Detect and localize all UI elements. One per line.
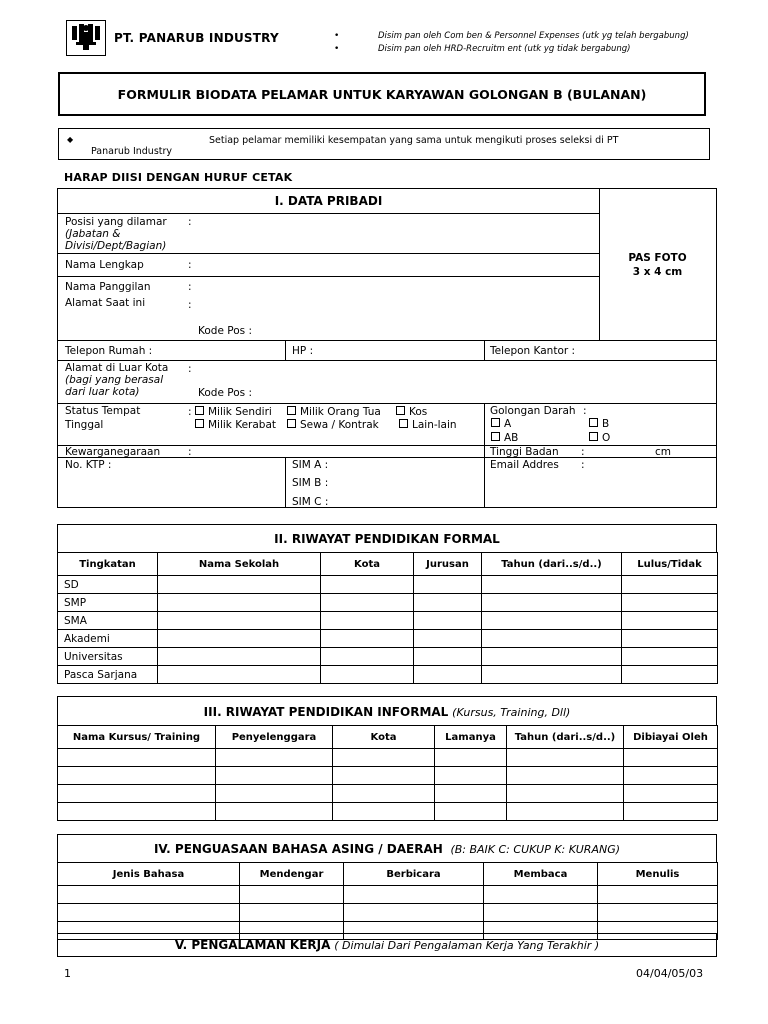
colon: : [581, 446, 585, 458]
section-4-title-wrap [58, 843, 716, 856]
row-label: SMA [58, 612, 158, 630]
col-lulus: Lulus/Tidak [622, 553, 718, 576]
note-line-2: Disim pan oleh HRD-Recruitm ent (utk yg tidak bergabung) [378, 44, 631, 54]
input-cell[interactable] [344, 904, 484, 922]
info-line-1: Setiap pelamar memiliki kesempatan yang sama untuk mengikuti proses seleksi di PT [209, 135, 619, 146]
input-cell[interactable] [622, 630, 718, 648]
input-cell[interactable] [240, 886, 344, 904]
company-name: PT. PANARUB INDUSTRY [114, 31, 279, 45]
option-label: AB [504, 432, 519, 444]
row-label: SMP [58, 594, 158, 612]
input-cell[interactable] [58, 749, 216, 767]
table-row [58, 886, 718, 904]
section-bahasa-header [57, 834, 717, 863]
checkbox-icon [287, 406, 296, 415]
form-code: 04/04/05/03 [636, 967, 704, 980]
table-row [58, 594, 718, 612]
label-telepon-kantor: Telepon Kantor : [490, 345, 576, 357]
fill-instruction: HARAP DIISI DENGAN HURUF CETAK [64, 171, 293, 184]
label-golongan-darah: Golongan Darah [490, 405, 576, 417]
input-cell[interactable] [414, 666, 482, 684]
row-label: Universitas [58, 648, 158, 666]
input-cell[interactable] [158, 648, 321, 666]
input-cell[interactable] [435, 767, 507, 785]
input-cell[interactable] [158, 666, 321, 684]
input-cell[interactable] [58, 767, 216, 785]
colon: : [188, 446, 192, 458]
checkbox-icon [396, 406, 405, 415]
photo-label: PAS FOTO [628, 252, 687, 264]
option-gol-a[interactable] [491, 418, 511, 430]
note-bullet: • [334, 31, 340, 41]
input-cell[interactable] [240, 904, 344, 922]
checkbox-icon [287, 419, 296, 428]
option-gol-ab[interactable] [491, 432, 518, 444]
row-label: Pasca Sarjana [58, 666, 158, 684]
input-cell[interactable] [435, 749, 507, 767]
option-milik-sendiri[interactable] [195, 406, 272, 418]
table-row [58, 630, 718, 648]
photo-size: 3 x 4 cm [632, 266, 683, 278]
input-cell[interactable] [414, 576, 482, 594]
label-status-tempat: Status Tempat [65, 405, 141, 417]
note-bullet: • [334, 44, 340, 54]
input-cell[interactable] [624, 767, 718, 785]
checkbox-icon [399, 419, 408, 428]
input-cell[interactable] [435, 803, 507, 821]
colon: : [188, 363, 192, 375]
col-nama-sekolah: Nama Sekolah [158, 553, 321, 576]
input-cell[interactable] [158, 576, 321, 594]
col-menulis: Menulis [598, 863, 718, 886]
label-hp: HP : [292, 345, 314, 357]
col-kota: Kota [333, 726, 435, 749]
input-cell[interactable] [333, 767, 435, 785]
input-cell[interactable] [507, 767, 624, 785]
option-label: A [504, 418, 512, 430]
table-row [58, 648, 718, 666]
option-label: Sewa / Kontrak [300, 419, 379, 431]
input-cell[interactable] [482, 630, 622, 648]
input-cell[interactable] [507, 785, 624, 803]
section-1-title: I. DATA PRIBADI [274, 194, 383, 208]
option-gol-o[interactable] [589, 432, 610, 444]
input-cell[interactable] [344, 886, 484, 904]
label-status-tinggal: Tinggal [65, 419, 104, 431]
input-cell[interactable] [333, 749, 435, 767]
input-cell[interactable] [58, 886, 240, 904]
input-cell[interactable] [58, 803, 216, 821]
colon: : [188, 259, 192, 271]
option-lain-lain[interactable] [399, 419, 457, 431]
label-tinggi-badan: Tinggi Badan [490, 446, 559, 458]
table-row [58, 576, 718, 594]
section-3-title: III. RIWAYAT PENDIDIKAN INFORMAL [203, 705, 449, 719]
diamond-bullet-icon: ◆ [67, 135, 74, 144]
input-cell[interactable] [624, 803, 718, 821]
input-cell[interactable] [598, 904, 718, 922]
label-alamat: Alamat Saat ini [65, 297, 146, 309]
col-tahun: Tahun (dari..s/d..) [482, 553, 622, 576]
checkbox-icon [589, 418, 598, 427]
section-2-title: II. RIWAYAT PENDIDIKAN FORMAL [274, 532, 500, 546]
option-sewa-kontrak[interactable] [287, 419, 379, 431]
section-5-note: ( Dimulai Dari Pengalaman Kerja Yang Terakhir ) [334, 939, 600, 952]
option-label: O [602, 432, 611, 444]
label-no-ktp: No. KTP : [65, 459, 112, 471]
col-dibiayai: Dibiayai Oleh [624, 726, 718, 749]
input-cell[interactable] [158, 594, 321, 612]
input-cell[interactable] [624, 749, 718, 767]
input-cell[interactable] [321, 612, 414, 630]
input-cell[interactable] [158, 612, 321, 630]
input-cell[interactable] [216, 767, 333, 785]
label-kode-pos-luar: Kode Pos : [198, 387, 252, 399]
option-label: B [602, 418, 610, 430]
input-cell[interactable] [58, 785, 216, 803]
table-bahasa [57, 862, 718, 940]
input-cell[interactable] [414, 594, 482, 612]
input-cell[interactable] [482, 576, 622, 594]
col-jurusan: Jurusan [414, 553, 482, 576]
col-tingkatan: Tingkatan [58, 553, 158, 576]
row-label: Akademi [58, 630, 158, 648]
input-cell[interactable] [158, 630, 321, 648]
label-posisi-sub1: (Jabatan & [65, 228, 121, 240]
info-box [58, 128, 710, 160]
label-sim-a: SIM A : [292, 459, 329, 471]
label-email: Email Addres [490, 459, 559, 471]
col-jenis-bahasa: Jenis Bahasa [58, 863, 240, 886]
label-nama-panggilan: Nama Panggilan [65, 281, 151, 293]
form-title: FORMULIR BIODATA PELAMAR UNTUK KARYAWAN GOLONGAN B (BULANAN) [58, 72, 706, 116]
input-cell[interactable] [321, 666, 414, 684]
option-label: Milik Kerabat [208, 419, 277, 431]
col-berbicara: Berbicara [344, 863, 484, 886]
table-row [58, 749, 718, 767]
section-5-title-wrap [58, 939, 716, 952]
table-pendidikan-informal [57, 725, 718, 821]
option-kos[interactable] [396, 406, 427, 418]
input-cell[interactable] [622, 594, 718, 612]
input-cell[interactable] [598, 886, 718, 904]
input-cell[interactable] [622, 666, 718, 684]
input-cell[interactable] [482, 666, 622, 684]
option-gol-b[interactable] [589, 418, 609, 430]
input-cell[interactable] [333, 785, 435, 803]
label-alamat-luar-sub2: dari luar kota) [65, 386, 140, 398]
label-posisi-sub2: Divisi/Dept/Bagian) [65, 240, 167, 252]
input-cell[interactable] [216, 803, 333, 821]
input-cell[interactable] [624, 785, 718, 803]
input-cell[interactable] [216, 749, 333, 767]
col-lamanya: Lamanya [435, 726, 507, 749]
option-milik-kerabat[interactable] [195, 419, 276, 431]
col-mendengar: Mendengar [240, 863, 344, 886]
section-5-title: V. PENGALAMAN KERJA [174, 938, 331, 952]
colon: : [583, 405, 587, 417]
input-cell[interactable] [414, 648, 482, 666]
section-data-pribadi [57, 188, 717, 508]
info-line-2: Panarub Industry [91, 146, 173, 157]
label-alamat-luar: Alamat di Luar Kota [65, 362, 169, 374]
section-4-title: IV. PENGUASAAN BAHASA ASING / DAERAH [153, 842, 443, 856]
input-cell[interactable] [622, 612, 718, 630]
option-milik-orang-tua[interactable] [287, 406, 381, 418]
row-label: SD [58, 576, 158, 594]
input-cell[interactable] [321, 630, 414, 648]
page-number: 1 [64, 967, 71, 980]
option-label: Kos [409, 406, 428, 418]
input-cell[interactable] [321, 594, 414, 612]
table-row [58, 767, 718, 785]
checkbox-icon [589, 432, 598, 441]
col-tahun: Tahun (dari..s/d..) [507, 726, 624, 749]
table-row [58, 904, 718, 922]
label-kode-pos: Kode Pos : [198, 325, 252, 337]
label-kewarganegaraan: Kewarganegaraan [65, 446, 161, 458]
input-cell[interactable] [482, 648, 622, 666]
section-pengalaman-header [57, 933, 717, 957]
colon: : [188, 216, 192, 228]
checkbox-icon [195, 419, 204, 428]
table-row [58, 612, 718, 630]
section-3-title-wrap [58, 706, 716, 719]
input-cell[interactable] [622, 648, 718, 666]
table-row [58, 803, 718, 821]
colon: : [581, 459, 585, 471]
input-cell[interactable] [482, 612, 622, 630]
input-cell[interactable] [216, 785, 333, 803]
label-telepon-rumah: Telepon Rumah : [65, 345, 153, 357]
label-cm: cm [655, 446, 672, 458]
label-alamat-luar-sub1: (bagi yang berasal [65, 374, 164, 386]
section-3-note: (Kursus, Training, Dll) [452, 706, 571, 719]
table-row [58, 666, 718, 684]
checkbox-icon [491, 418, 500, 427]
option-label: Milik Sendiri [208, 406, 272, 418]
label-sim-b: SIM B : [292, 477, 329, 489]
input-cell[interactable] [414, 612, 482, 630]
checkbox-icon [195, 406, 204, 415]
input-cell[interactable] [622, 576, 718, 594]
section-4-note: (B: BAIK C: CUKUP K: KURANG) [450, 843, 621, 856]
label-sim-c: SIM C : [292, 496, 329, 508]
input-cell[interactable] [484, 886, 598, 904]
colon: : [188, 299, 192, 311]
table-pendidikan-formal [57, 552, 718, 684]
colon: : [188, 406, 192, 418]
checkbox-icon [491, 432, 500, 441]
colon: : [188, 281, 192, 293]
section-pendidikan-informal-header [57, 696, 717, 726]
option-label: Milik Orang Tua [300, 406, 381, 418]
label-nama-lengkap: Nama Lengkap [65, 259, 144, 271]
input-cell[interactable] [482, 594, 622, 612]
col-nama-kursus: Nama Kursus/ Training [58, 726, 216, 749]
input-cell[interactable] [507, 803, 624, 821]
section-pendidikan-formal-header [57, 524, 717, 553]
input-cell[interactable] [333, 803, 435, 821]
input-cell[interactable] [321, 576, 414, 594]
col-kota: Kota [321, 553, 414, 576]
table-row [58, 785, 718, 803]
company-logo [66, 20, 106, 56]
storage-notes [334, 30, 689, 56]
col-membaca: Membaca [484, 863, 598, 886]
input-cell[interactable] [484, 904, 598, 922]
label-posisi: Posisi yang dilamar [65, 216, 167, 228]
option-label: Lain-lain [412, 419, 457, 431]
input-cell[interactable] [321, 648, 414, 666]
input-cell[interactable] [507, 749, 624, 767]
note-line-1: Disim pan oleh Com ben & Personnel Expenses (utk yg telah bergabung) [378, 31, 689, 41]
input-cell[interactable] [414, 630, 482, 648]
col-penyelenggara: Penyelenggara [216, 726, 333, 749]
input-cell[interactable] [58, 904, 240, 922]
input-cell[interactable] [435, 785, 507, 803]
